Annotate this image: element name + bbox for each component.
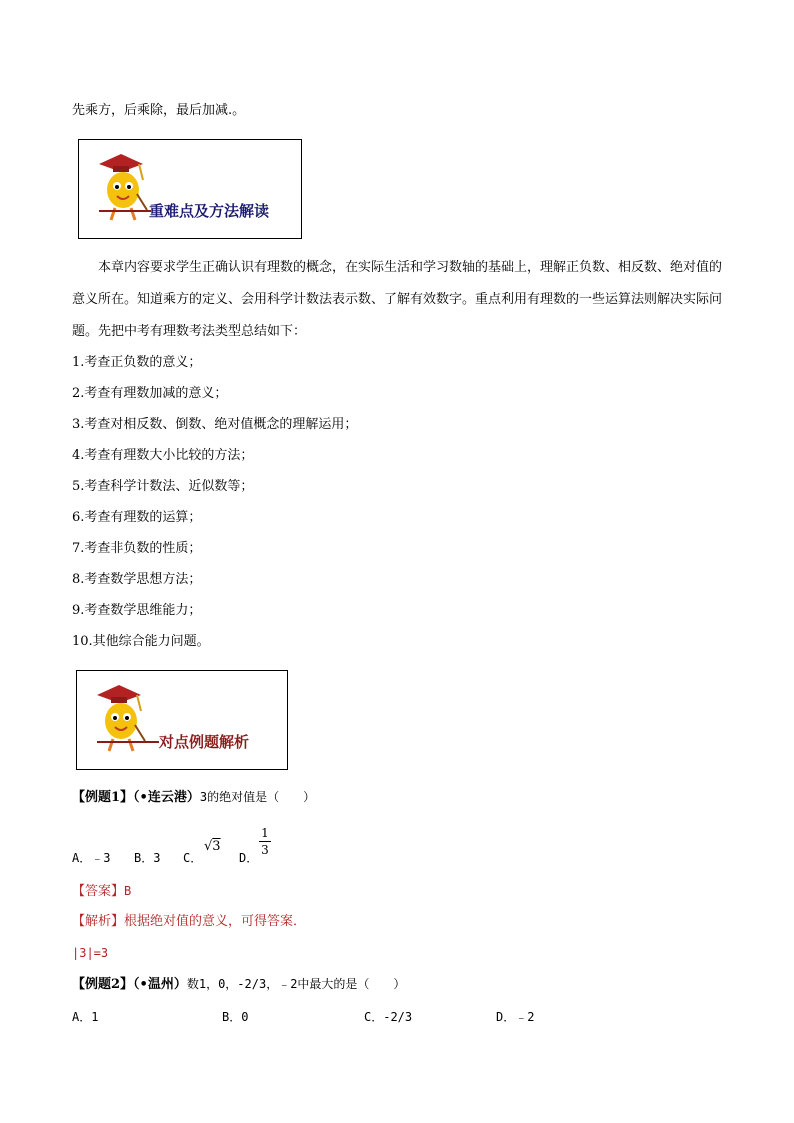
example1-label: 【例题1】 xyxy=(72,790,134,805)
analysis-text: 根据绝对值的意义，可得答案． xyxy=(124,914,307,929)
example1-option-c-radicand: 3 xyxy=(212,839,221,854)
list-item: 6.考查有理数的运算； xyxy=(72,510,202,525)
banner-rule xyxy=(99,210,151,212)
example1-option-c: C． xyxy=(183,851,203,865)
example1-answer xyxy=(72,882,131,901)
graduate-mascot-icon xyxy=(91,681,147,755)
fraction-denominator: 3 xyxy=(261,843,269,857)
example2-option-b: B．0 xyxy=(222,1010,249,1024)
list-item: 9.考查数学思维能力； xyxy=(72,603,202,618)
example2-source: （•温州） xyxy=(133,977,187,992)
example1-option-b: B．3 xyxy=(134,851,161,865)
list-item: 2.考查有理数加减的意义； xyxy=(72,386,228,401)
list-item: 8.考查数学思想方法； xyxy=(72,572,202,587)
list-item: 3.考查对相反数、倒数、绝对值概念的理解运用； xyxy=(72,417,358,432)
section-title-examples: 对点例题解析 xyxy=(159,733,250,751)
fraction-numerator: 1 xyxy=(261,826,269,840)
list-item: 10.其他综合能力问题。 xyxy=(72,634,210,649)
example2-option-a: A．1 xyxy=(72,1010,99,1024)
example1-option-a: A．﹣3 xyxy=(72,851,111,865)
intro-line: 先乘方，后乘除，最后加减.。 xyxy=(72,103,246,118)
example1-question xyxy=(72,788,315,807)
example1-option-d: D． xyxy=(239,851,259,865)
list-item: 5.考查科学计数法、近似数等； xyxy=(72,479,254,494)
example2-label: 【例题2】 xyxy=(72,977,134,992)
example1-source: （•连云港） xyxy=(133,790,200,805)
answer-value: B xyxy=(124,884,132,898)
list-item: 4.考查有理数大小比较的方法； xyxy=(72,448,254,463)
example2-option-c: C．-2/3 xyxy=(364,1010,413,1024)
section-title-key-points: 重难点及方法解读 xyxy=(149,202,270,220)
fraction-bar xyxy=(259,841,271,842)
example1-option-c-radical: √3 xyxy=(204,839,221,854)
example1-work: |3|=3 xyxy=(72,946,109,960)
section-banner-examples xyxy=(76,670,288,770)
example1-option-d-fraction xyxy=(259,826,271,857)
analysis-label: 【解析】 xyxy=(72,914,125,929)
example2-question xyxy=(72,975,405,994)
section-banner-key-points xyxy=(78,139,302,239)
list-item: 1.考查正负数的意义； xyxy=(72,355,202,370)
example1-analysis xyxy=(72,913,306,931)
banner-rule xyxy=(97,741,159,743)
example2-question-text: 数1，0，-2/3，﹣2中最大的是（ ） xyxy=(186,977,406,991)
graduate-mascot-icon xyxy=(93,150,149,224)
answer-label: 【答案】 xyxy=(72,884,125,899)
example1-question-text: 3的绝对值是（ ） xyxy=(199,790,316,804)
chapter-paragraph-text: 本章内容要求学生正确认识有理数的概念，在实际生活和学习数轴的基础上，理解正负数、相反数、绝对值的意义所在。知道乘方的定义、会用科学计数法表示数、了解有效数字。重点利用有理数的一些运算法则解决实际问题。先把中考有理数考法类型总结如下： xyxy=(72,260,723,339)
chapter-paragraph xyxy=(72,252,724,348)
example2-option-d: D．﹣2 xyxy=(496,1010,535,1024)
list-item: 7.考查非负数的性质； xyxy=(72,541,202,556)
